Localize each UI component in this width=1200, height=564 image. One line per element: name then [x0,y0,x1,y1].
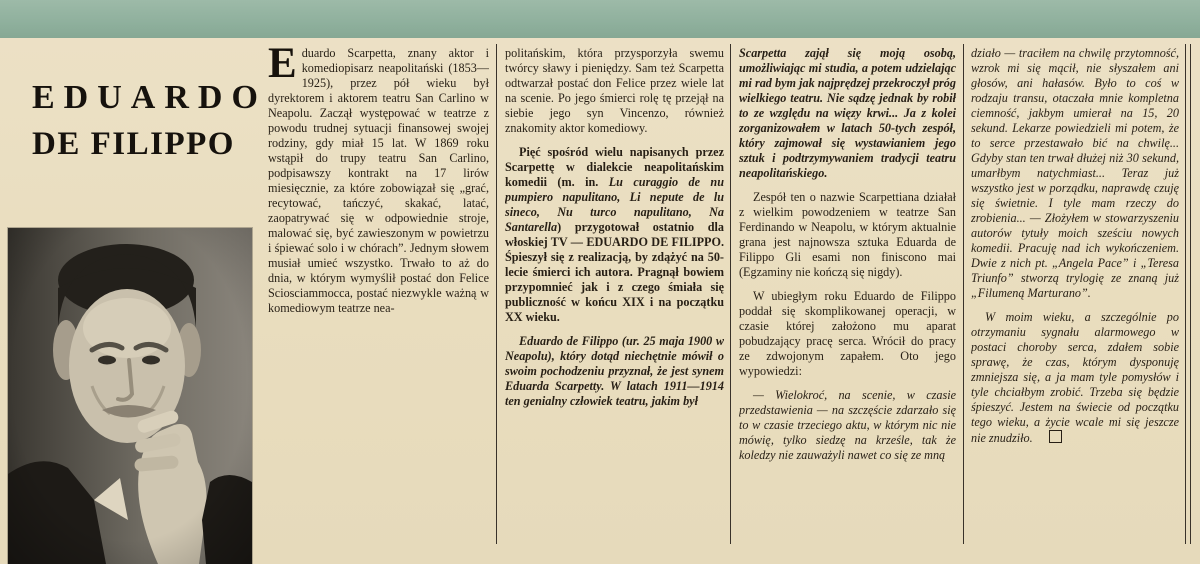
paragraph-text: ) przygotował ostatnio dla włoskiej TV — EDUARDO DE FILIPPO. Śpieszył się z realizacją, by zdążyć na 50-lecie śmierci ich autora. Pragnął bowiem przypomnieć jak i z czego śmiała się publiczność w końcu XIX i na początku XX wieku. [505,220,724,324]
paragraph-text: — Wielokroć, na scenie, w czasie przedstawienia — na szczęście zdarzało się to w czasie trzeciego aktu, w którym nic nie mówię, tylko siedzę na krześle, tak że koledzy nie zauważyli nawet co się ze mną [739,388,956,462]
text-column-2 [505,46,724,552]
paragraph-text: W moim wieku, a szczególnie po otrzymaniu sygnału alarmowego w postaci choroby serca, zdałem sobie sprawę, że czas, którym dysponuję zmniejsza się, a ja mam tyle pomysłów i tyle chciałbym zrobić. Trzeba się będzie śpieszyć. Jestem na świecie od początku tego wieku, a życie wcale mi się jeszcze nie znudziło. [971,310,1179,445]
paragraph-text: politańskim, która przysporzyła swemu twórcy sławy i pieniędzy. Sam też Scarpetta odtwarzał postać don Felice przez wiele lat na scenie. Po jego śmierci rolę tę przejął na siebie jego syn Vincenzo, również znakomity aktor komediowy. [505,46,724,135]
paragraph-text: W ubiegłym roku Eduardo de Filippo poddał się skomplikowanej operacji, w czasie której założono mu aparat pobudzający pracę serca. Wrócił do pracy ze zdwojonym zapałem. Oto jego wypowiedzi: [739,289,956,378]
paragraph [505,46,724,136]
paragraph [739,388,956,463]
paragraph [505,145,724,325]
comedy-titles-italic: Lu curaggio de nu pumpiero napulitano, Li nepute de lu sineco, Nu turco napulitano, Na Santarella [505,175,724,234]
end-of-article-marker [1049,430,1062,443]
article-title [32,75,267,167]
article-title-line2: DE FILIPPO [32,126,235,163]
column-divider [730,44,731,544]
text-column-3 [739,46,956,552]
paragraph-text: Scarpetta zajął się moją osobą, umożliwiając mi studia, a potem udzielając mi rad bym jak najprędzej przekroczył próg wielkiego teatru. Nie sądzę jednak by robił to ze względu na więzy krwi... Ja z kolei zorganizowałem w latach 50-tych zespół, który zajmował się wystawianiem jego sztuk i podtrzymywaniem tradycji teatru neapolitańskiego. [739,46,956,180]
text-column-1 [268,46,489,552]
article-title-line1: EDUARDO [32,79,267,117]
right-edge-double-rule [1185,44,1191,544]
paragraph-text: Eduardo de Filippo (ur. 25 maja 1900 w Neapolu), który dotąd niechętnie mówił o swoim pochodzeniu przyznał, że jest synem Eduarda Scarpetty. W latach 1911—1914 ten genialny człowiek teatru, jakim był [505,334,724,408]
paragraph [971,310,1179,446]
paragraph-text: Zespół ten o nazwie Scarpettiana działał z wielkim powodzeniem w teatrze San Ferdinando w Neapolu, w którym aktualnie grana jest najnowsza sztuka Eduarda de Filippo Gli esami non finiscono mai (Egzaminy nie kończą się nigdy). [739,190,956,279]
paragraph [739,289,956,379]
paragraph [971,46,1179,301]
portrait-photo [8,228,252,564]
paragraph-text: duardo Scarpetta, znany aktor i komediopisarz neapolitański (1853—1925), przez pół wieku był dyrektorem i aktorem teatru San Carlino w Neapolu. Zaczął występować w teatrze z powodu trudnej sytuacji finansowej swojej rodziny, gdy miał 15 lat. W 1869 roku wstąpił do trupy teatru San Carlino, podpisawszy kontrakt na 17 lirów miesięcznie, za które zobowiązał się „grać, recytować, tańczyć, skakać, latać, zaopatrywać się w odpowiednie stroje, malować się, być zawieszonym w powietrzu i śpiewać solo i w chórach”. Jednym słowem musiał umieć wszystko. Trwało to aż do dnia, w którym wymyślił postać don Felice Sciosciammocca, postać niezwykle ważną w komediowym teatrze nea- [268,46,489,315]
drop-cap: E [268,46,297,87]
column-divider [496,44,497,544]
paragraph-text: działo — traciłem na chwilę przytomność, wzrok mi się mącił, nie słyszałem ani głosów, ani hałasów. Było to coś w rodzaju transu, otaczała mnie kompletna ciemność, jakbym umierał na 15, 20 sekund. Lekarze powiedzieli mi potem, że to serce przestawało bić na chwilę... Gdyby stan ten trwał dłużej niż 30 sekund, umarłbym natychmiast... Teraz już wszystko jest w porządku, naprawdę czuję się świetnie. I tyle mam rzeczy do zrobienia... — Złożyłem w stowarzyszeniu autorów tytuły moich sześciu nowych komedii. Pracuję nad ich wykończeniem. Dwie z nich pt. „Angela Pace” i „Teresa Triunfo” stworzą trylogię ze znaną już „Filumeną Marturano”. [971,46,1179,300]
top-margin-band [0,0,1200,38]
paragraph [505,334,724,409]
column-divider [963,44,964,544]
paragraph [739,190,956,280]
paragraph-text: Pięć spośród wielu napisanych przez Scarpettę w dialekcie neapolitańskim komedii (m. in. [505,145,724,189]
portrait-illustration [8,228,252,564]
paragraph [739,46,956,181]
paragraph [268,46,489,316]
text-column-4 [971,46,1179,552]
